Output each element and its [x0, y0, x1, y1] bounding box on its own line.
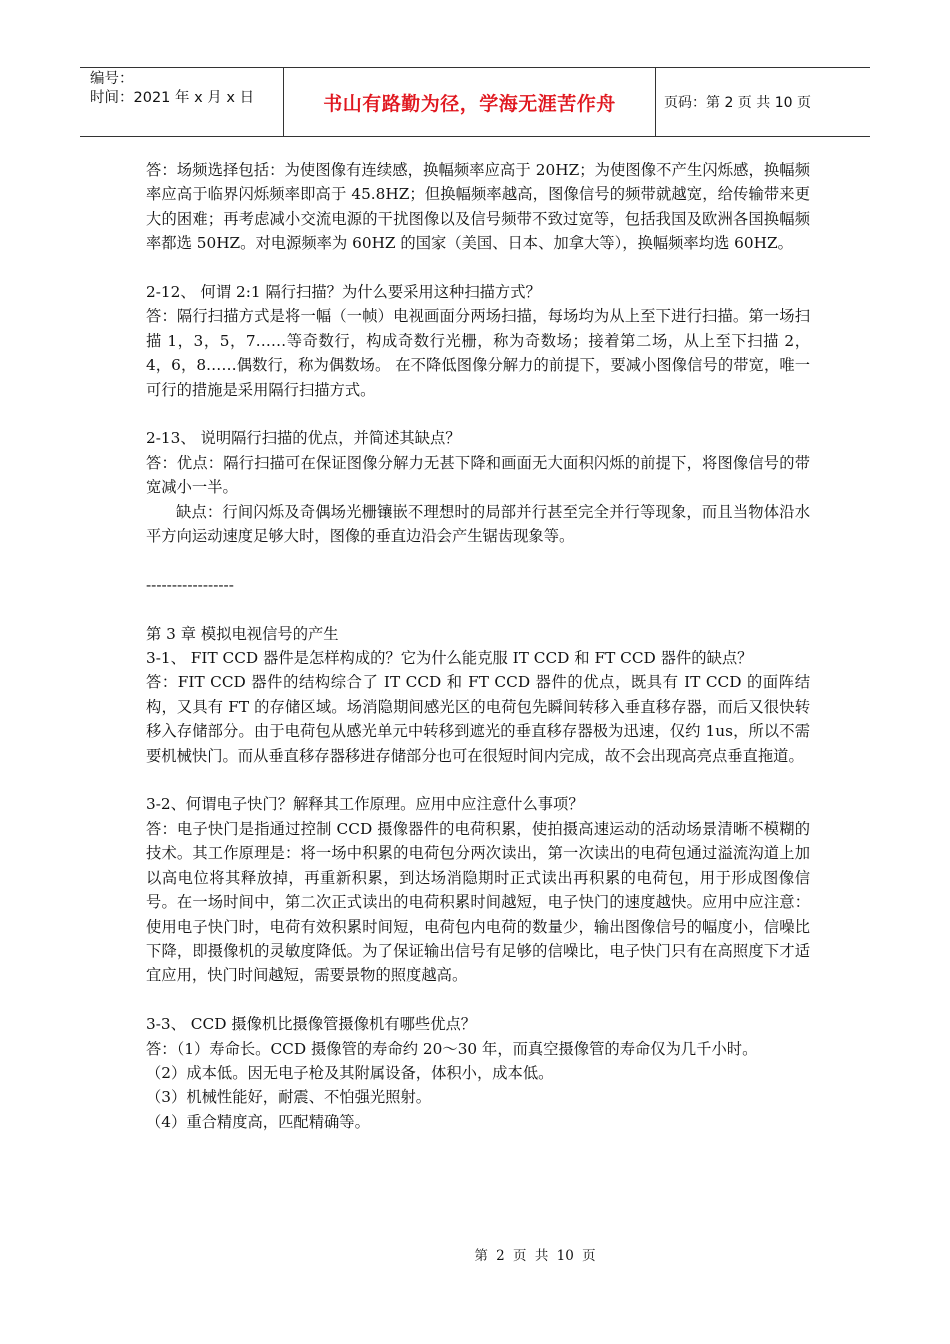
page-footer: [0, 1244, 950, 1264]
question-3-1: 3-1、 FIT CCD 器件是怎样构成的？它为什么能克服 IT CCD 和 FT CCD 器件的缺点？: [146, 649, 753, 668]
answer-3-3-item-1: 答：（1）寿命长。CCD 摄像管的寿命约 20～30 年，而真空摄像管的寿命仅为几千小时。: [146, 1039, 758, 1058]
blank-line: [146, 597, 810, 621]
answer-2-13-advantage: 答：优点：隔行扫描可在保证图像分解力无甚下降和画面无大面积闪烁的前提下，将图像信号的带宽减小一半。: [146, 453, 810, 497]
blank-line: [146, 256, 810, 280]
blank-line: [146, 402, 810, 426]
header-meta: [80, 68, 284, 136]
header-table: [80, 67, 870, 137]
answer-3-3-item-3: （3）机械性能好，耐震、不怕强光照射。: [146, 1088, 432, 1107]
blank-line: [146, 548, 810, 572]
answer-3-3-item-2: （2）成本低。因无电子枪及其附属设备，体积小，成本低。: [146, 1063, 554, 1082]
blank-line: [146, 988, 810, 1012]
page-body: [146, 158, 810, 1134]
header-date: 时间：2021 年 x 月 x 日: [90, 90, 255, 106]
chapter-3-title: 第 3 章 模拟电视信号的产生: [146, 624, 339, 643]
question-2-12: 2-12、 何谓 2:1 隔行扫描？为什么要采用这种扫描方式？: [146, 283, 541, 302]
answer-2-13-disadvantage: 缺点：行间闪烁及奇偶场光栅镶嵌不理想时的局部并行甚至完全并行等现象，而且当物体沿水平方向运动速度足够大时，图像的垂直边沿会产生锯齿现象等。: [146, 502, 810, 546]
header-motto-cell: [284, 68, 656, 136]
answer-3-2: 答：电子快门是指通过控制 CCD 摄像器件的电荷积累，使拍摄高速运动的活动场景清晰不模糊的技术。其工作原理是：将一场中积累的电荷包分两次读出，第一次读出的电荷包通过溢流沟道上加以高电位将其释放掉，再重新积累，到达场消隐期时正式读出再积累的电荷包，用于形成图像信号。在一场时间中，第二次正式读出的电荷积累时间越短，电子快门的速度越快。应用中应注意：使用电子快门时，电荷有效积累时间短，电荷包内电荷的数量少，输出图像信号的幅度小，信噪比下降，即摄像机的灵敏度降低。为了保证输出信号有足够的信噪比，电子快门只有在高照度下才适宜应用，快门时间越短，需要景物的照度越高。: [146, 819, 810, 985]
question-3-2: 3-2、何谓电子快门？解释其工作原理。应用中应注意什么事项？: [146, 795, 584, 814]
header-code: 编号：: [90, 71, 134, 87]
question-2-13: 2-13、 说明隔行扫描的优点，并简述其缺点？: [146, 429, 461, 448]
question-3-3: 3-3、 CCD 摄像机比摄像管摄像机有哪些优点？: [146, 1015, 477, 1034]
answer-3-1: 答：FIT CCD 器件的结构综合了 IT CCD 和 FT CCD 器件的优点，既具有 IT CCD 的面阵结构，又具有 FT 的存储区域。场消隐期间感光区的电荷包先瞬间转移入垂直移存器，而后又很快转移入存储部分。由于电荷包从感光单元中转移到遮光的垂直移存器极为迅速，仅约 1us，所以不需要机械快门。而从垂直移存器移进存储部分也可在很短时间内完成，故不会出现高亮点垂直拖道。: [146, 673, 810, 765]
answer-3-3-item-4: （4）重合精度高，匹配精确等。: [146, 1112, 370, 1131]
header-motto: 书山有路勤为径，学海无涯苦作舟: [323, 92, 616, 115]
section-divider: -----------------: [146, 575, 234, 594]
paragraph-answer-field-rate: 答：场频选择包括：为使图像有连续感，换幅频率应高于 20HZ；为使图像不产生闪烁感，换幅频率应高于临界闪烁频率即高于 45.8HZ；但换幅频率越高，图像信号的频带就越宽，给传输带来更大的困难；再考虑减小交流电源的干扰图像以及信号频带不致过宽等，包括我国及欧洲各国换幅频率都选 50HZ。对电源频率为 60HZ 的国家（美国、日本、加拿大等），换幅频率均选 60HZ。: [146, 161, 810, 253]
header-page: 页码：第 2 页 共 10 页: [664, 95, 811, 111]
answer-2-12: 答：隔行扫描方式是将一幅（一帧）电视画面分两场扫描，每场均为从上至下进行扫描。第一场扫描 1，3，5，7……等奇数行，构成奇数行光栅，称为奇数场；接着第二场，从上至下扫描 2，4，6，8……偶数行，称为偶数场。 在不降低图像分解力的前提下，要减小图像信号的带宽，唯一可行的措施是采用隔行扫描方式。: [146, 307, 810, 399]
blank-line: [146, 768, 810, 792]
footer-page-number: 第 2 页 共 10 页: [474, 1248, 596, 1264]
